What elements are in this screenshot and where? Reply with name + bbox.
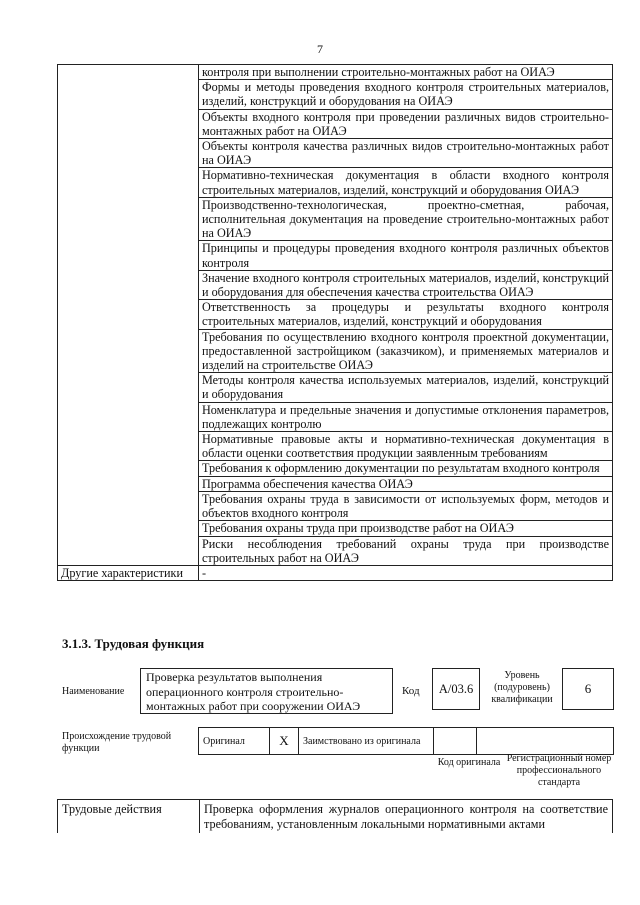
original-code-label: Код оригинала <box>437 757 501 768</box>
origin-label: Происхождение трудовой функции <box>62 731 172 754</box>
page-number: 7 <box>317 42 323 56</box>
knowledge-item: Объекты контроля качества различных видов строительно-монтажных работ на ОИАЭ <box>199 139 613 168</box>
origin-row <box>199 728 614 755</box>
knowledge-item: Требования по осуществлению входного контроля проектной документации, предоставленной застройщиком (заказчиком), и применяемых материалов и изделий на строительстве ОИАЭ <box>199 329 613 373</box>
knowledge-item: Номенклатура и предельные значения и допустимые отклонения параметров, подлежащих контролю <box>199 402 613 431</box>
knowledge-item: Риски несоблюдения требований охраны труда при производстве строительных работ на ОИАЭ <box>199 536 613 565</box>
original-mark: X <box>270 728 299 755</box>
other-characteristics-row <box>58 565 613 580</box>
other-characteristics-value: - <box>199 565 613 580</box>
registration-number-cell <box>477 728 614 755</box>
knowledge-item: Производственно-технологическая, проектно-сметная, рабочая, исполнительная документация на проведение строительно-монтажных работ на ОИАЭ <box>199 197 613 241</box>
borrowed-label: Заимствовано из оригинала <box>299 728 434 755</box>
labor-actions-label: Трудовые действия <box>58 800 200 834</box>
knowledge-table-body <box>58 65 613 581</box>
original-code-cell <box>434 728 477 755</box>
knowledge-item: Требования охраны труда в зависимости от используемых форм, методов и объектов входного контроля <box>199 491 613 520</box>
knowledge-table <box>57 64 613 581</box>
code-label: Код <box>402 685 420 697</box>
qualification-level-label: Уровень (подуровень) квалификации <box>491 670 553 705</box>
knowledge-row <box>58 65 613 80</box>
original-label: Оригинал <box>199 728 270 755</box>
knowledge-item: Нормативные правовые акты и нормативно-техническая документация в области оценки соответствия продукции заявленным требованиям <box>199 432 613 461</box>
labor-actions-row <box>58 800 613 834</box>
knowledge-item: Требования охраны труда при производстве работ на ОИАЭ <box>199 521 613 536</box>
section-heading: 3.1.3. Трудовая функция <box>62 636 205 651</box>
registration-number-label: Регистрационный номер профессионального стандарта <box>506 753 612 788</box>
knowledge-item: Нормативно-техническая документация в области входного контроля строительных материалов, изделий, конструкций и оборудования ОИАЭ <box>199 168 613 197</box>
knowledge-item: контроля при выполнении строительно-монтажных работ на ОИАЭ <box>199 65 613 80</box>
other-characteristics-label: Другие характеристики <box>58 565 199 580</box>
knowledge-item: Объекты входного контроля при проведении различных видов строительно-монтажных работ на ОИАЭ <box>199 109 613 138</box>
knowledge-item: Ответственность за процедуры и результаты входного контроля строительных материалов, изделий, конструкций и оборудования <box>199 300 613 329</box>
qualification-level-box: 6 <box>562 668 614 710</box>
labor-actions-table <box>57 799 613 833</box>
knowledge-item: Требования к оформлению документации по результатам входного контроля <box>199 461 613 476</box>
function-code-box: A/03.6 <box>432 668 480 710</box>
origin-table <box>198 727 614 755</box>
knowledge-label-cell <box>58 65 199 566</box>
knowledge-item: Программа обеспечения качества ОИАЭ <box>199 476 613 491</box>
labor-action-item: Проверка оформления журналов операционного контроля на соответствие требованиям, установленным локальными нормативными актами <box>200 800 613 834</box>
knowledge-item: Формы и методы проведения входного контроля строительных материалов, изделий, конструкций и оборудования на ОИАЭ <box>199 80 613 109</box>
knowledge-item: Принципы и процедуры проведения входного контроля различных объектов контроля <box>199 241 613 270</box>
knowledge-item: Значение входного контроля строительных материалов, изделий, конструкций и оборудования для обеспечения качества строительства ОИАЭ <box>199 270 613 299</box>
name-label: Наименование <box>62 686 125 697</box>
knowledge-item: Методы контроля качества используемых материалов, изделий, конструкций и оборудования <box>199 373 613 402</box>
function-name-box: Проверка результатов выполнения операционного контроля строительно-монтажных работ при сооружении ОИАЭ <box>140 668 393 714</box>
